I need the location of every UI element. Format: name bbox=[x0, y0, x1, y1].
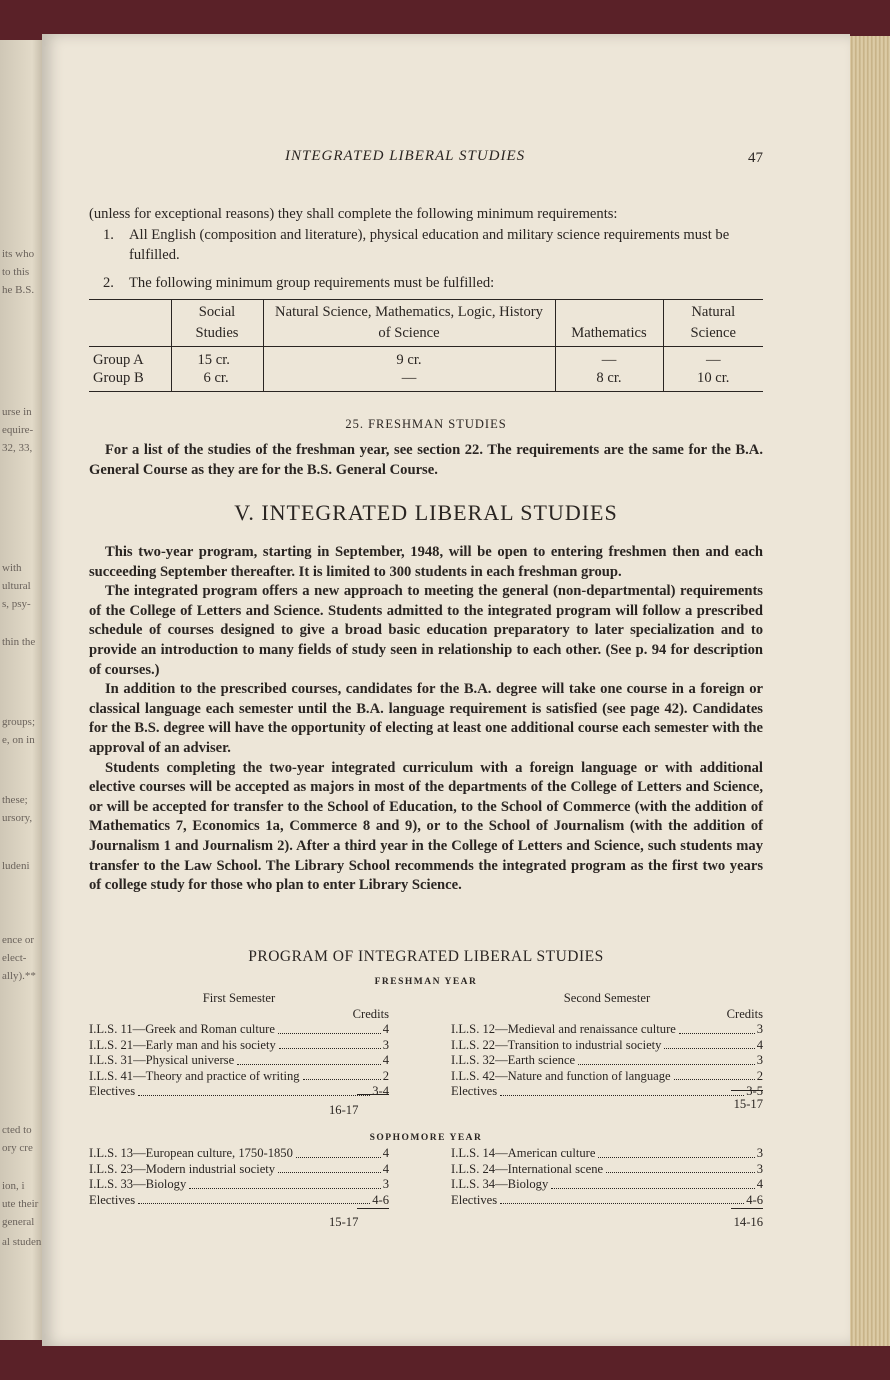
book-page-edges bbox=[848, 36, 890, 1346]
course-credits: 4 bbox=[382, 1161, 389, 1176]
course-row bbox=[451, 1069, 763, 1085]
course-name: I.L.S. 23—Modern industrial society bbox=[89, 1161, 276, 1176]
course-credits: 4-6 bbox=[372, 1192, 389, 1207]
total-value: 16-17 bbox=[329, 1103, 359, 1117]
table-cell: — bbox=[663, 347, 763, 370]
course-credits: 4-6 bbox=[746, 1192, 763, 1207]
column-header: Social Studies bbox=[171, 300, 263, 347]
semester-heading: First Semester bbox=[202, 991, 276, 1005]
course-credits: 3 bbox=[756, 1146, 763, 1160]
leader-dots bbox=[138, 1193, 370, 1205]
course-credits: 4 bbox=[756, 1177, 763, 1191]
running-head bbox=[89, 148, 763, 170]
total-rule bbox=[357, 1094, 389, 1095]
item-text: The following minimum group requirements must be fulfilled: bbox=[129, 275, 495, 291]
course-row bbox=[89, 1053, 389, 1069]
course-row bbox=[451, 1038, 763, 1054]
leader-dots bbox=[679, 1022, 755, 1034]
course-row bbox=[451, 1193, 763, 1209]
first-semester-column bbox=[89, 1146, 389, 1208]
year-label: SOPHOMORE YEAR bbox=[369, 1133, 483, 1143]
second-semester-column bbox=[451, 990, 763, 1100]
total-value: 15-17 bbox=[329, 1215, 359, 1229]
semester-total bbox=[693, 1208, 763, 1230]
facing-page-fragment: al studen bbox=[2, 1236, 42, 1248]
credits-heading: Credits bbox=[726, 1007, 763, 1021]
course-name: I.L.S. 34—Biology bbox=[451, 1177, 549, 1191]
course-name: I.L.S. 32—Earth science bbox=[451, 1053, 576, 1067]
course-credits: 3 bbox=[382, 1037, 389, 1052]
facing-page-fragment: equire- bbox=[2, 424, 34, 436]
facing-page-fragment: ence or bbox=[2, 934, 35, 946]
leader-dots bbox=[578, 1053, 755, 1065]
credits-heading: Credits bbox=[352, 1007, 389, 1021]
table-header-row bbox=[89, 300, 763, 347]
facing-page-fragment: s, psy- bbox=[2, 598, 31, 610]
total-rule bbox=[357, 1208, 389, 1209]
item-number: 1. bbox=[103, 227, 114, 243]
section-title: V. INTEGRATED LIBERAL STUDIES bbox=[234, 500, 618, 525]
section-heading: 25. FRESHMAN STUDIES bbox=[345, 417, 507, 431]
course-name: I.L.S. 33—Biology bbox=[89, 1177, 187, 1191]
course-row bbox=[451, 1146, 763, 1162]
facing-page-fragment: general bbox=[2, 1216, 35, 1228]
semester-total bbox=[329, 1094, 389, 1118]
facing-page-fragment: ultural bbox=[2, 580, 31, 592]
table-row bbox=[89, 369, 763, 392]
course-credits: 3 bbox=[756, 1022, 763, 1036]
requirements-intro bbox=[89, 203, 763, 293]
course-credits: 3 bbox=[382, 1177, 389, 1191]
facing-page-fragment: elect- bbox=[2, 952, 27, 964]
course-name: I.L.S. 11—Greek and Roman culture bbox=[89, 1022, 275, 1036]
sophomore-courses bbox=[89, 1146, 763, 1206]
facing-page-fragment: he B.S. bbox=[2, 284, 35, 296]
group-requirements-table bbox=[89, 299, 763, 392]
facing-page-fragment: ute their bbox=[2, 1198, 39, 1210]
course-row bbox=[89, 1146, 389, 1162]
leader-dots bbox=[237, 1053, 381, 1065]
column-header: Mathematics bbox=[555, 300, 663, 347]
leader-dots bbox=[296, 1146, 381, 1158]
leader-dots bbox=[278, 1162, 381, 1174]
program-title: PROGRAM OF INTEGRATED LIBERAL STUDIES bbox=[248, 948, 604, 965]
table-row bbox=[89, 347, 763, 370]
facing-page-fragment: to this bbox=[2, 266, 30, 278]
facing-page-fragment: groups; bbox=[2, 716, 35, 728]
course-credits: 2 bbox=[756, 1068, 763, 1083]
course-name: I.L.S. 21—Early man and his society bbox=[89, 1037, 276, 1052]
intro-line: (unless for exceptional reasons) they shall complete the following minimum requirements: bbox=[89, 206, 618, 222]
semester-total bbox=[329, 1208, 389, 1230]
facing-page-fragment: ion, i bbox=[2, 1180, 25, 1192]
item-number: 2. bbox=[103, 275, 114, 291]
facing-page-fragment: 32, 33, bbox=[2, 442, 33, 454]
column-header: Natural Science bbox=[663, 300, 763, 347]
facing-page-fragment: urse in bbox=[2, 406, 32, 418]
course-row bbox=[451, 1177, 763, 1193]
course-row bbox=[451, 1022, 763, 1038]
facing-page-fragment: with bbox=[2, 562, 22, 574]
course-name: Electives bbox=[89, 1084, 136, 1098]
course-row bbox=[89, 1069, 389, 1085]
freshman-courses bbox=[89, 990, 763, 1100]
page-number: 47 bbox=[748, 150, 763, 166]
leader-dots bbox=[278, 1022, 381, 1034]
facing-page-fragment: ory cre bbox=[2, 1142, 33, 1154]
course-row bbox=[89, 1022, 389, 1038]
leader-dots bbox=[303, 1069, 381, 1081]
section-v-body bbox=[89, 543, 763, 896]
table-cell: 6 cr. bbox=[171, 369, 263, 392]
leader-dots bbox=[189, 1177, 380, 1189]
table-cell: 15 cr. bbox=[171, 347, 263, 370]
paragraph: The integrated program offers a new approach to meeting the general (non-departmental) requirements of the College of Letters and Science. Students admitted to the integrated program will follow a prescribed schedule of courses designed to give a broad basic education preparatory to later specialization and to provide an introduction to many fields of study seen in relationship to each other. (See p. 94 for description of courses.) bbox=[89, 583, 763, 678]
table-cell: — bbox=[263, 369, 555, 392]
course-credits: 2 bbox=[382, 1068, 389, 1083]
facing-page-fragment: ursory, bbox=[2, 812, 33, 824]
course-name: I.L.S. 42—Nature and function of language bbox=[451, 1068, 671, 1083]
running-title: INTEGRATED LIBERAL STUDIES bbox=[285, 148, 526, 164]
total-rule bbox=[731, 1090, 763, 1091]
paragraph: For a list of the studies of the freshman year, see section 22. The requirements are the same for the B.A. General Course as they are for the B.S. General Course. bbox=[89, 442, 763, 478]
leader-dots bbox=[500, 1193, 744, 1205]
course-credits: 4 bbox=[382, 1053, 389, 1067]
leader-dots bbox=[664, 1038, 754, 1050]
facing-page-fragment: ally).** bbox=[2, 970, 36, 982]
year-label: FRESHMAN YEAR bbox=[374, 977, 478, 987]
second-semester-column bbox=[451, 1146, 763, 1208]
table-cell: 9 cr. bbox=[263, 347, 555, 370]
facing-page-fragment: cted to bbox=[2, 1124, 32, 1136]
facing-page-fragment: ludeni bbox=[2, 860, 30, 872]
corner-cell bbox=[89, 300, 171, 347]
first-semester-column bbox=[89, 990, 389, 1100]
course-row bbox=[89, 1177, 389, 1193]
row-label: Group B bbox=[93, 370, 144, 386]
semester-total bbox=[693, 1090, 763, 1112]
semester-heading: Second Semester bbox=[563, 991, 651, 1005]
course-credits: 4 bbox=[756, 1037, 763, 1052]
table-cell: 8 cr. bbox=[555, 369, 663, 392]
course-row bbox=[451, 1053, 763, 1069]
total-value: 15-17 bbox=[733, 1097, 763, 1111]
item-text: All English (composition and literature), physical education and military science requirements must be fulfilled. bbox=[129, 227, 730, 263]
paragraph: In addition to the prescribed courses, candidates for the B.A. degree will take one course in a foreign or classical language each semester until the B.A. language requirement is satisfied (see page 42). Candidates for the B.S. degree will have the opportunity of electing at least one additional course each semester with the approval of an adviser. bbox=[89, 681, 763, 756]
table-cell: — bbox=[555, 347, 663, 370]
course-name: Electives bbox=[451, 1192, 498, 1207]
course-name: Electives bbox=[89, 1192, 136, 1207]
course-row bbox=[451, 1162, 763, 1178]
course-credits: 3-5 bbox=[746, 1084, 763, 1098]
paragraph: This two-year program, starting in September, 1948, will be open to entering freshmen then and each succeeding September thereafter. It is limited to 300 students in each freshman group. bbox=[89, 544, 763, 580]
course-name: I.L.S. 12—Medieval and renaissance culture bbox=[451, 1022, 676, 1036]
requirement-item bbox=[89, 273, 763, 293]
facing-page-fragment: e, on in bbox=[2, 734, 35, 746]
course-name: I.L.S. 22—Transition to industrial society bbox=[451, 1037, 662, 1052]
course-credits: 4 bbox=[382, 1146, 389, 1160]
course-row bbox=[89, 1193, 389, 1209]
requirement-item bbox=[89, 225, 763, 265]
leader-dots bbox=[598, 1146, 754, 1158]
leader-dots bbox=[606, 1162, 755, 1174]
course-name: Electives bbox=[451, 1084, 498, 1098]
row-label: Group A bbox=[93, 352, 144, 368]
total-rule bbox=[731, 1208, 763, 1209]
total-value: 14-16 bbox=[733, 1215, 763, 1229]
leader-dots bbox=[279, 1038, 381, 1050]
facing-page-fragment: these; bbox=[2, 794, 28, 806]
facing-page-fragment: thin the bbox=[2, 636, 36, 648]
table-cell: 10 cr. bbox=[663, 369, 763, 392]
course-credits: 4 bbox=[382, 1022, 389, 1036]
course-name: I.L.S. 13—European culture, 1750-1850 bbox=[89, 1146, 293, 1160]
course-credits: 3 bbox=[756, 1161, 763, 1176]
freshman-studies-text bbox=[89, 440, 763, 480]
leader-dots bbox=[551, 1177, 754, 1189]
facing-page-fragment: its who bbox=[2, 248, 35, 260]
course-name: I.L.S. 24—International scene bbox=[451, 1161, 604, 1176]
paragraph: Students completing the two-year integrated curriculum with a foreign language or with additional elective courses will be accepted as majors in most of the departments of the College of Letters and Science, or will be accepted for transfer to the School of Education, to the School of Commerce (with the addition of Mathematics 7, Economics 1a, Commerce 8 and 9), or to the School of Journalism (with the addition of Journalism 1 and Journalism 2). After a third year in the College of Letters and Science, such students may transfer to the Law School. The Library School recommends the integrated program as the first two years of college study for those who plan to enter Library Science. bbox=[89, 759, 763, 894]
leader-dots bbox=[674, 1069, 755, 1081]
course-name: I.L.S. 31—Physical universe bbox=[89, 1053, 235, 1067]
course-credits: 3-4 bbox=[372, 1084, 389, 1098]
course-name: I.L.S. 14—American culture bbox=[451, 1146, 596, 1160]
course-name: I.L.S. 41—Theory and practice of writing bbox=[89, 1068, 300, 1083]
course-row bbox=[89, 1162, 389, 1178]
facing-page-edge bbox=[0, 40, 46, 1340]
course-row bbox=[89, 1038, 389, 1054]
column-header: Natural Science, Mathematics, Logic, History of Science bbox=[263, 300, 555, 347]
course-credits: 3 bbox=[756, 1053, 763, 1067]
